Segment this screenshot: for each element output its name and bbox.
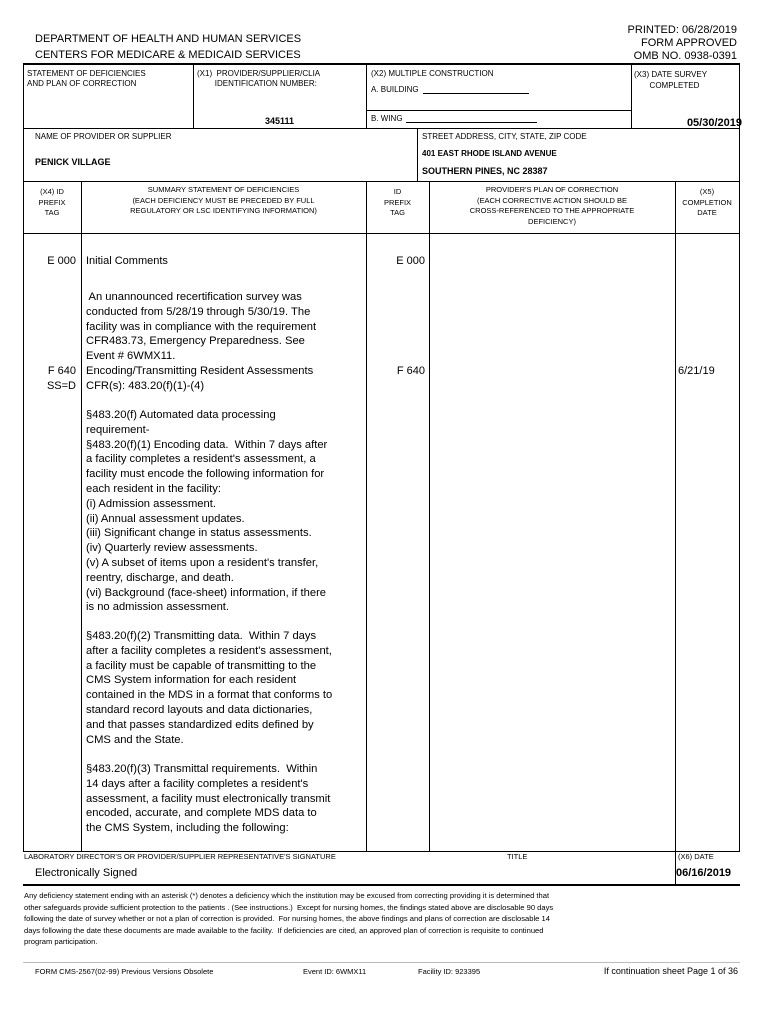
street-address: 401 EAST RHODE ISLAND AVENUE — [422, 149, 557, 158]
x1-label: (X1) PROVIDER/SUPPLIER/CLIA IDENTIFICATION NUMBER: — [197, 69, 321, 88]
x3-label: (X3) DATE SURVEY COMPLETED — [634, 70, 708, 90]
cms-title: CENTERS FOR MEDICARE & MEDICAID SERVICES — [35, 49, 301, 61]
col-summary: SUMMARY STATEMENT OF DEFICIENCIES (EACH DEFICIENCY MUST BE PRECEDED BY FULL REGULATORY OR LSC IDENTIFYING INFORMATION) — [130, 185, 317, 215]
signature-date-label: (X6) DATE — [678, 852, 714, 861]
signature-value: Electronically Signed — [35, 867, 138, 879]
e000-title: Initial Comments — [86, 255, 168, 267]
provider-name-label: NAME OF PROVIDER OR SUPPLIER — [35, 132, 172, 141]
building-underline — [423, 93, 529, 94]
provider-id-number: 345111 — [264, 116, 295, 126]
col-x4-prefix: (X4) ID PREFIX TAG — [38, 187, 66, 217]
x2-label: (X2) MULTIPLE CONSTRUCTION — [371, 69, 494, 78]
survey-completed-date: 05/30/2019 — [686, 117, 742, 129]
form-top-border — [23, 63, 740, 65]
e000-comment: An unannounced recertification survey was conducted from 5/28/19 through 5/30/19. The facility was in compliance with the requirement CFR483.73, Emergency Preparedness. See Event # 6WMX11. — [86, 291, 317, 363]
signature-date: 06/16/2019 — [676, 867, 732, 879]
statement-label: STATEMENT OF DEFICIENCIES AND PLAN OF CORRECTION — [27, 69, 146, 88]
wing-underline — [406, 122, 537, 123]
building-label: A. BUILDING — [371, 85, 419, 94]
regulation-paragraph-3: §483.20(f)(3) Transmittal requirements. Within 14 days after a facility completes a resident's assessment, a facility must electronically transmit encoded, accurate, and complete MDS data to the CMS System, including the following: — [86, 763, 331, 835]
signature-label: LABORATORY DIRECTOR'S OR PROVIDER/SUPPLIER REPRESENTATIVE'S SIGNATURE — [24, 852, 336, 861]
f640-title: Encoding/Transmitting Resident Assessments CFR(s): 483.20(f)(1)-(4) — [86, 365, 314, 392]
form-number: FORM CMS-2567(02-99) Previous Versions Obsolete — [35, 967, 214, 976]
e000-tag: E 000 — [47, 255, 76, 267]
col-x5-date: (X5) COMPLETION DATE — [682, 187, 732, 217]
f640-id: F 640 — [396, 365, 425, 377]
address-label: STREET ADDRESS, CITY, STATE, ZIP CODE — [422, 132, 587, 141]
facility-id: Facility ID: 923395 — [418, 967, 481, 976]
printed-date: PRINTED: 06/28/2019 — [627, 24, 737, 36]
page-indicator: If continuation sheet Page 1 of 36 — [603, 966, 738, 976]
event-id: Event ID: 6WMX11 — [303, 967, 367, 976]
title-label: TITLE — [507, 852, 528, 861]
regulation-paragraph-1: §483.20(f) Automated data processing requirement- §483.20(f)(1) Encoding data. Within 7 days after a facility completes a resident's assessment, a facility must encode the following information for each resident in the facility: (i) Admission assessment. (ii) Annual assessment updates. (iii) Significant change in status assessments. (iv) Quarterly review assessments. (v) A subset of items upon a resident's transfer, reentry, discharge, and death. (vi) Background (face-sheet) information, if there is no admission assessment. — [86, 409, 328, 614]
form-approved: FORM APPROVED — [641, 37, 737, 49]
e000-id: E 000 — [396, 255, 425, 267]
omb-number: OMB NO. 0938-0391 — [633, 50, 737, 62]
f640-tag: F 640 — [47, 365, 76, 377]
f640-completion-date: 6/21/19 — [678, 365, 715, 377]
col-plan: PROVIDER'S PLAN OF CORRECTION (EACH CORRECTIVE ACTION SHOULD BE CROSS-REFERENCED TO THE APPROPRIATE DEFICIENCY) — [469, 185, 635, 226]
city-state-zip: SOUTHERN PINES, NC 28387 — [422, 166, 548, 176]
f640-scope-severity: SS=D — [46, 380, 76, 392]
disclosure-footnote: Any deficiency statement ending with an asterisk (*) denotes a deficiency which the institution may be excused from correcting providing it is determined that other safeguards provide sufficient protection to the patients . (See instructions.) Except for nursing homes, the findings stated above are disclosable 90 days following the date of survey whether or not a plan of correction is provided. For nursing homes, the above findings and plans of correction are disclosable 14 days following the date these documents are made available to the facility. If deficiencies are cited, an approved plan of correction is requisite to continued program participation. — [24, 891, 554, 946]
provider-name: PENICK VILLAGE — [35, 157, 111, 167]
department-title: DEPARTMENT OF HEALTH AND HUMAN SERVICES — [35, 33, 302, 45]
regulation-paragraph-2: §483.20(f)(2) Transmitting data. Within 7 days after a facility completes a resident's assessment, a facility must be capable of transmitting to the CMS System information for each resident contained in the MDS in a format that conforms to standard record layouts and data dictionaries, and that passes standardized edits defined by CMS and the State. — [86, 630, 333, 746]
col-id-prefix: ID PREFIX TAG — [383, 187, 412, 217]
wing-label: B. WING — [371, 114, 403, 123]
